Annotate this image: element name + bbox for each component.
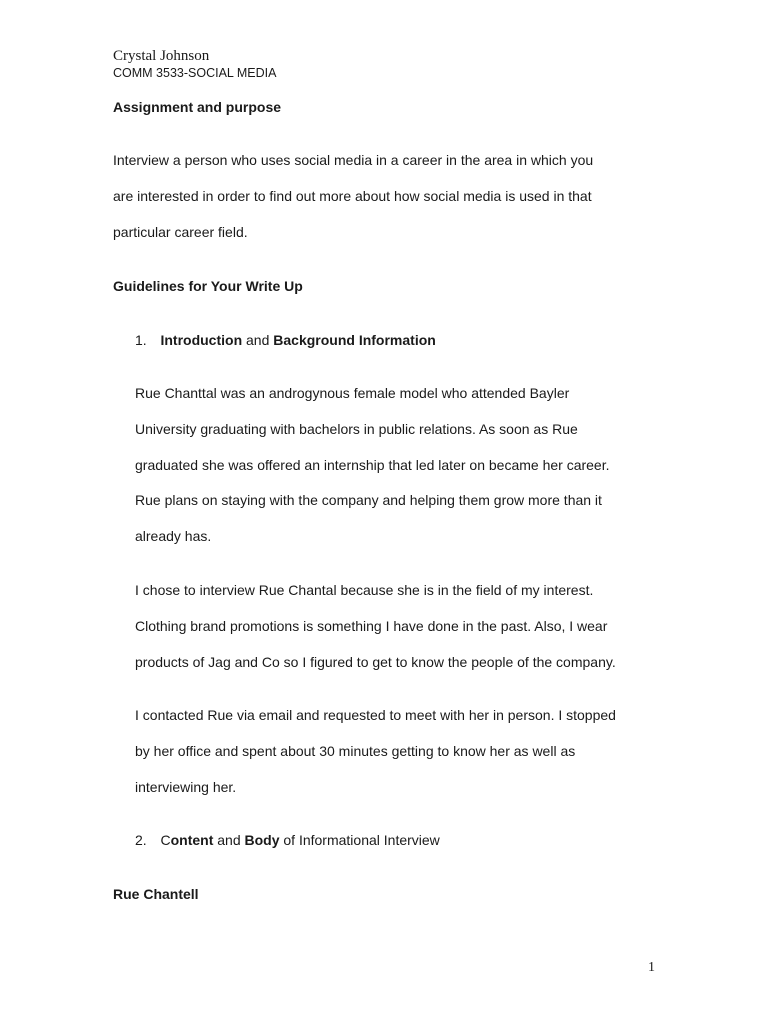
paragraph-line: I chose to interview Rue Chantal because she is in the field of my interest. [135,582,594,598]
paragraph-line: Rue Chanttal was an androgynous female model who attended Bayler [135,385,570,401]
paragraph-line: Interview a person who uses social media in a career in the area in which you [113,152,594,168]
paragraph-line: already has. [135,528,212,544]
list-number: 2. [135,832,147,848]
list-item-bold-introduction: Introduction [160,332,243,348]
paragraph-line: graduated she was offered an internship that led later on became her career. [135,457,610,473]
paragraph-line: University graduating with bachelors in public relations. As soon as Rue [135,421,578,437]
paragraph-line: are interested in order to find out more about how social media is used in that [113,188,592,204]
list-item-bold-content: ontent [170,832,214,848]
list-item-2 [135,831,440,849]
list-item-rest: of Informational Interview [279,832,440,848]
paragraph-line: particular career field. [113,224,248,240]
list-item-plain-c: C [160,832,171,848]
paragraph-line: products of Jag and Co so I figured to get to know the people of the company. [135,654,616,670]
section-heading-guidelines: Guidelines for Your Write Up [113,278,303,294]
section-heading-assignment: Assignment and purpose [113,99,282,115]
list-number: 1. [135,332,147,348]
paragraph-line: Clothing brand promotions is something I have done in the past. Also, I wear [135,618,608,634]
paragraph-line: by her office and spent about 30 minutes getting to know her as well as [135,743,576,759]
paragraph-line: Rue plans on staying with the company and helping them grow more than it [135,492,602,508]
list-item-bold-background: Background Information [273,332,436,348]
list-item-connector: and [213,832,245,848]
paragraph-line: I contacted Rue via email and requested to meet with her in person. I stopped [135,707,616,723]
author-name: Crystal Johnson [113,48,210,64]
list-item-bold-body: Body [244,832,280,848]
page-number: 1 [648,960,655,975]
list-item-1 [135,331,436,349]
interviewee-heading: Rue Chantell [113,886,199,902]
course-title: COMM 3533-SOCIAL MEDIA [113,66,277,80]
list-item-connector: and [242,332,274,348]
paragraph-line: interviewing her. [135,779,237,795]
